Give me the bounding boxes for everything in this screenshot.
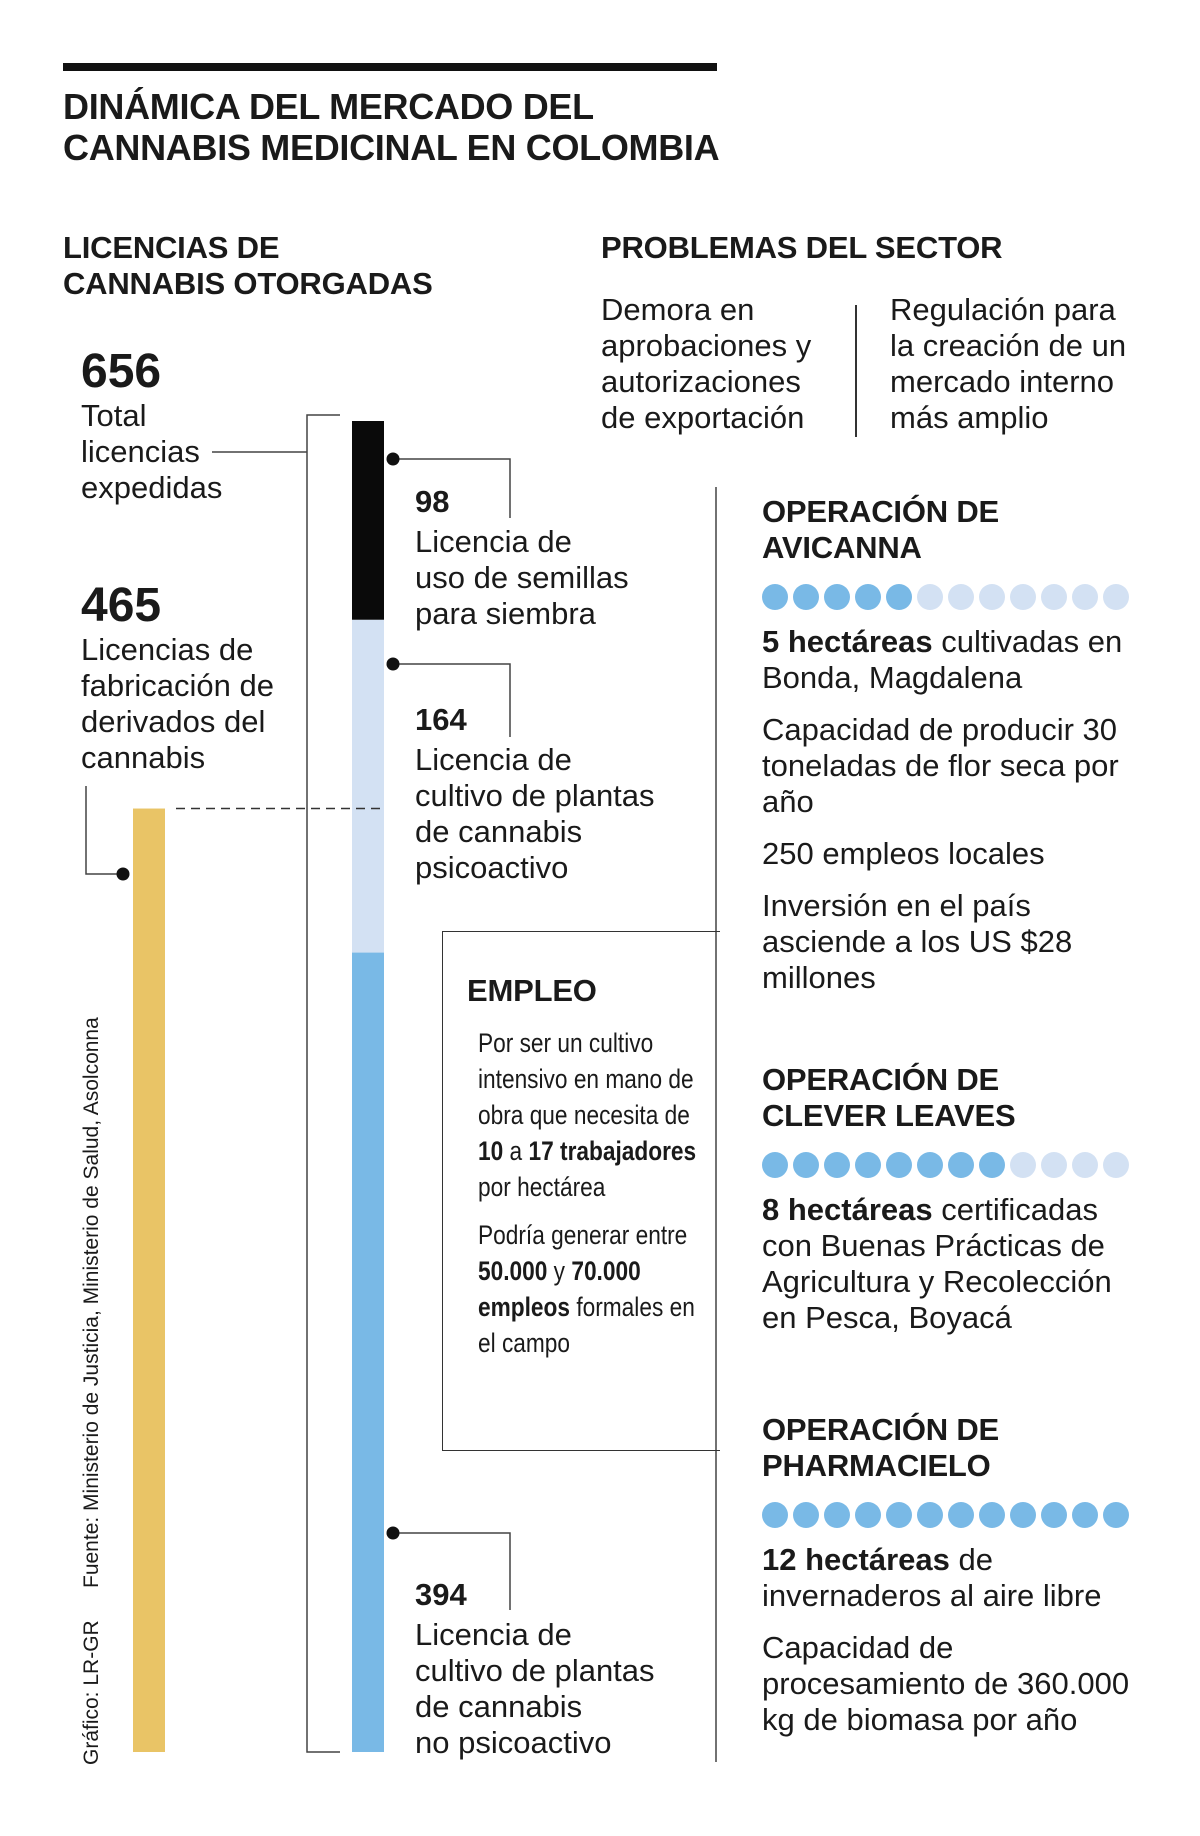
stacked-bar-segment-2	[352, 620, 384, 953]
hectarea-dot-filled	[793, 1152, 819, 1178]
hectarea-dot-filled	[886, 1502, 912, 1528]
hectarea-dot-filled	[762, 1152, 788, 1178]
hectareas-dots	[762, 584, 1152, 610]
operacion-pharmacielo	[762, 1412, 1152, 1738]
hectarea-dot-filled	[762, 584, 788, 610]
hectarea-dot-filled	[793, 1502, 819, 1528]
segment-connector-dot-3	[387, 1527, 400, 1540]
hectarea-dot-empty	[1010, 1152, 1036, 1178]
fabricacion-value: 465	[81, 579, 162, 632]
hectarea-dot-filled	[793, 584, 819, 610]
total-bracket	[307, 415, 340, 1752]
total-licencias-label: Total licencias expedidas	[81, 398, 223, 505]
hectareas-dots	[762, 1502, 1152, 1528]
empleo-paragraph-1: Por ser un cultivo intensivo en mano de obra que necesita de 10 a 17 trabajadores por hectárea	[478, 1028, 697, 1202]
hectarea-dot-filled	[917, 1152, 943, 1178]
hectareas-text: 12 hectáreas de invernaderos al aire libre	[762, 1542, 1102, 1613]
hectarea-dot-filled	[1041, 1502, 1067, 1528]
data-label-text: Licencia de cultivo de plantas de cannabis no psicoactivo	[415, 1617, 655, 1760]
hectarea-dot-empty	[917, 584, 943, 610]
stacked-bar-segment-3	[352, 953, 384, 1752]
hectarea-dot-filled	[1010, 1502, 1036, 1528]
hectarea-dot-empty	[979, 584, 1005, 610]
hectarea-dot-empty	[1041, 1152, 1067, 1178]
hectarea-dot-empty	[1072, 584, 1098, 610]
hectarea-dot-filled	[855, 584, 881, 610]
operacion-item: Capacidad de procesamiento de 360.000 kg de biomasa por año	[762, 1630, 1130, 1737]
fabricacion-connector	[86, 786, 123, 874]
operacion-avicanna	[762, 494, 1152, 996]
grafico-credit: Gráfico: LR-GR	[80, 1620, 103, 1765]
hectarea-dot-filled	[824, 584, 850, 610]
fabricacion-bar	[133, 809, 165, 1752]
hectarea-dot-empty	[1072, 1152, 1098, 1178]
hectarea-dot-empty	[948, 584, 974, 610]
fabricacion-label: Licencias de fabricación de derivados del cannabis	[81, 632, 275, 775]
hectarea-dot-filled	[886, 1152, 912, 1178]
hectarea-dot-filled	[1072, 1502, 1098, 1528]
hectarea-dot-filled	[824, 1152, 850, 1178]
data-label-value: 394	[415, 1577, 467, 1612]
licencias-heading: LICENCIAS DE CANNABIS OTORGADAS	[63, 230, 433, 301]
hectarea-dot-filled	[824, 1502, 850, 1528]
hectareas-dots	[762, 1152, 1152, 1178]
label-semillas	[415, 484, 629, 632]
problemas-heading: PROBLEMAS DEL SECTOR	[601, 230, 1003, 265]
problema-regulacion: Regulación para la creación de un mercado interno más amplio	[890, 292, 1127, 435]
empleo-heading: EMPLEO	[467, 973, 597, 1008]
hectarea-dot-empty	[1103, 1152, 1129, 1178]
empleo-text	[478, 1025, 705, 1361]
fabricacion-connector-dot	[117, 868, 130, 881]
empleo-paragraph-2: Podría generar entre 50.000 y 70.000 empleos formales en el campo	[478, 1220, 695, 1358]
hectarea-dot-filled	[855, 1152, 881, 1178]
operacion-clever-leaves	[762, 1062, 1152, 1336]
hectarea-dot-filled	[1103, 1502, 1129, 1528]
hectarea-dot-filled	[762, 1502, 788, 1528]
label-psicoactivo	[415, 702, 655, 886]
data-label-text: Licencia de cultivo de plantas de cannabis psicoactivo	[415, 742, 655, 885]
operacion-item: Capacidad de producir 30 toneladas de flor seca por año	[762, 712, 1119, 819]
label-no-psicoactivo	[415, 1577, 655, 1761]
operacion-heading: OPERACIÓN DE PHARMACIELO	[762, 1412, 1000, 1483]
problemas-divider	[855, 305, 857, 437]
hectarea-dot-filled	[979, 1502, 1005, 1528]
operacion-heading: OPERACIÓN DE AVICANNA	[762, 494, 1000, 565]
hectarea-dot-filled	[886, 584, 912, 610]
operacion-item: Inversión en el país asciende a los US $28 millones	[762, 888, 1073, 995]
data-label-value: 98	[415, 484, 450, 519]
data-label-text: Licencia de uso de semillas para siembra	[415, 524, 629, 631]
operacion-item: 250 empleos locales	[762, 836, 1045, 871]
operacion-heading: OPERACIÓN DE CLEVER LEAVES	[762, 1062, 1016, 1133]
hectarea-dot-empty	[1103, 584, 1129, 610]
total-licencias-value: 656	[81, 345, 162, 398]
hectareas-text: 5 hectáreas cultivadas en Bonda, Magdalena	[762, 624, 1123, 695]
hectarea-dot-filled	[917, 1502, 943, 1528]
segment-connector-dot-2	[387, 658, 400, 671]
segment-connector-dot-1	[387, 453, 400, 466]
problema-exportacion: Demora en aprobaciones y autorizaciones de exportación	[601, 292, 812, 435]
hectarea-dot-empty	[1041, 584, 1067, 610]
page-title: DINÁMICA DEL MERCADO DEL CANNABIS MEDICINAL EN COLOMBIA	[63, 86, 720, 168]
hectareas-text: 8 hectáreas certificadas con Buenas Prácticas de Agricultura y Recolección en Pesca, Boyacá	[762, 1192, 1112, 1335]
fuente-credit: Fuente: Ministerio de Justicia, Ministerio de Salud, Asolconna	[80, 1017, 103, 1588]
hectarea-dot-filled	[979, 1152, 1005, 1178]
hectarea-dot-filled	[948, 1502, 974, 1528]
stacked-bar-segment-1	[352, 421, 384, 620]
hectarea-dot-filled	[855, 1502, 881, 1528]
hectarea-dot-filled	[948, 1152, 974, 1178]
data-label-value: 164	[415, 702, 467, 737]
hectarea-dot-empty	[1010, 584, 1036, 610]
